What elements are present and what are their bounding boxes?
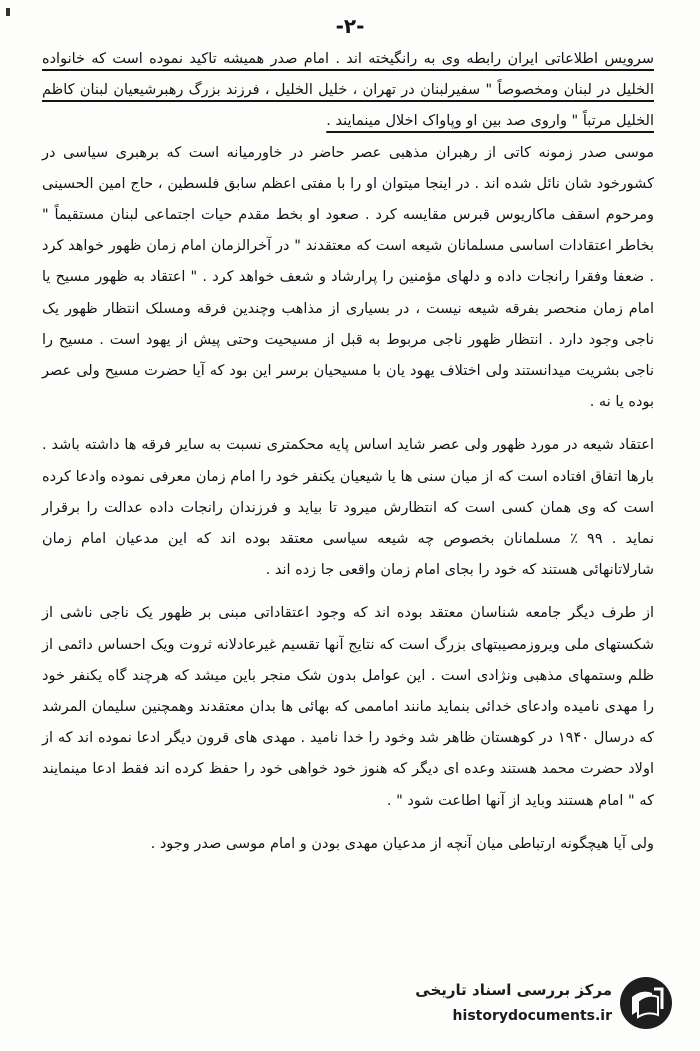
document-body [42, 44, 654, 860]
paragraph-5: ولی آیا هیچگونه ارتباطی میان آنچه از مدعیان مهدی بودن و امام موسی صدر وجود . [150, 835, 654, 852]
paragraph-3: اعتقاد شیعه در مورد ظهور ولی عصر شاید اساس پایه محکمتری نسبت به سایر فرقه ها داشته باشد . بارها اتفاق افتاده است که از میان سنی ها یا شیعیان یکنفر خود را امام زمان معرفی نموده وادعا کرده است که وی همان کسی است که انتظارش میرود تا بیاید و فرزندان رانجات داده عدالت را برقرار نماید . ۹۹ ٪ مسلمانان بخصوص چه شیعه سیاسی معتقد بوده اند که این مدعیان امام زمان شارلاتانهائی هستند که خود را بجای امام زمان واقعی جا زده اند . [42, 437, 654, 579]
watermark-title: مرکز بررسی اسناد تاریخی [415, 981, 612, 999]
watermark [404, 975, 674, 1033]
page-number: -۲- [335, 14, 365, 38]
paragraph-2: موسی صدر زمونه کاتی از رهبران مذهبی عصر حاضر در خاورمیانه است که برهبری سیاسی در کشورخود شان نائل شده اند . در اینجا میتوان او را با مفتی اعظم سابق فلسطین ، حاج امین الحسینی ومرحوم اسقف ماکاریوس قبرس مقایسه کرد . صعود او بخط مقدم حیات اجتماعی لبنان مستقیماً " بخاطر اعتقادات اساسی مسلمانان شیعه است که معتقدند " در آخرالزمان امام زمان ظهور خواهد کرد . ضعفا وفقرا رانجات داده و دلهای مؤمنین را پرارشاد و شعف خواهد کرد . " اعتقاد به ظهور مسیح یا امام زمان منحصر بفرقه شیعه نیست ، در بسیاری از مذاهب وچندین فرقه ومسلک انتظار ظهور یک ناجی وجود دارد . انتظار ظهور ناجی مربوط به قبل از مسیحیت وحتی پیش از یهود است . مسیح را ناجی بشریت میدانستند ولی اختلاف یهود یان با مسیحیان برسر این بود که آیا حضرت مسیح ولی عصر بوده یا نه . [42, 144, 654, 411]
archive-logo-icon [618, 975, 674, 1031]
paragraph-1: سرویس اطلاعاتی ایران رابطه وی به رانگیخته اند . امام صدر همیشه تاکید نموده است که خانواده الخلیل در لبنان ومخصوصاً " سفیرلبنان در تهران ، خلیل الخلیل ، فرزند بزرگ رهبرشیعیان لبنان کاظم الخلیل مرتباً " واروی صد بین او وپاواک اخلال مینمایند . [42, 51, 654, 130]
paragraph-4: از طرف دیگر جامعه شناسان معتقد بوده اند که وجود اعتقاداتی مبنی بر ظهور یک ناجی ناشی از شکستهای ملی ویروزمصیبتهای بزرگ است که نتایج آنها تقسیم غیرعادلانه ثروت ویک احساس دائمی از ظلم وستمهای مذهبی ونژادی است . این عوامل بدون شک منجر باین میشد که هرچند گاه یکنفر خود را مهدی نامیده وادعای خدائی بنماید مانند اماممی که بهائی ها بدان معتقدند وهمچنین سلیمان المرشد که درسال ۱۹۴۰ در کوهستان ظاهر شد وخود را خدا نامید . مهدی های قرون دیگر ادعا نموده اند که از اولاد حضرت محمد هستند وعده ای دیگر که هنوز خود خواهی خود را حفظ کرده اند فقط ادعا مینمایند که " امام هستند وباید از آنها اطاعت شود " . [42, 605, 654, 809]
watermark-url: historydocuments.ir [452, 1008, 612, 1024]
